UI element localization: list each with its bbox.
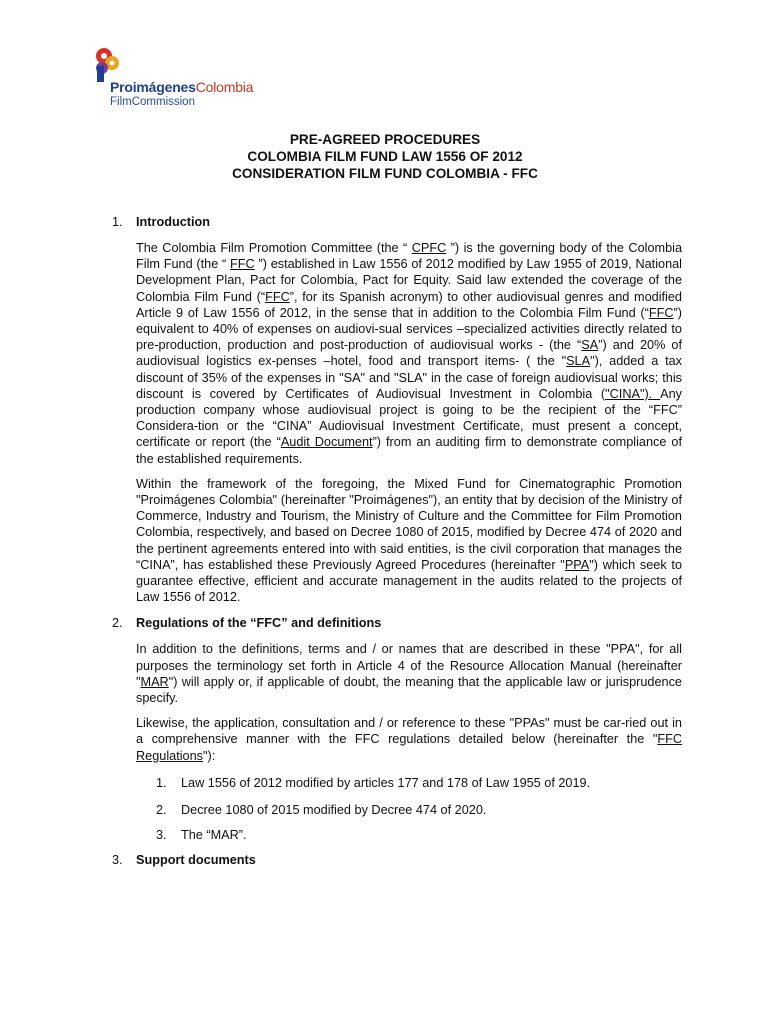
text-run: The Colombia Film Promotion Committee (the “ [136,241,412,255]
list-item-number: 3. [156,827,167,842]
term-sla: SLA [566,354,591,369]
term-ffc-regulations: FFC Regulations [136,732,682,763]
term-cpfc: CPFC [411,241,447,255]
list-item-text: Law 1556 of 2012 modified by articles 177 and 178 of Law 1955 of 2019. [181,775,591,790]
term-audit-document: Audit Document [280,435,373,450]
section-2-paragraph-2 [136,715,682,764]
logo-name-part1: Proimágenes [110,79,196,95]
section-2-paragraph-1 [136,641,682,706]
text-run: Likewise, the application, consultation and / or reference to these "PPAs" must be car-ried out in a comprehensive manner with the FFC regulations detailed below (hereinafter the " [136,716,682,747]
list-item-text: Decree 1080 of 2015 modified by Decree 474 of 2020. [181,802,487,817]
logo-name [110,79,253,95]
section-3-title: Support documents [136,852,256,867]
regulations-list [156,775,682,843]
section-1-heading [112,213,682,231]
text-run: Any production company whose audiovisual project is going to be the recipient of the “FFC” Considera-tion or the “CINA” Audiovisual Investment Certificate, must present a concept, certificate or report (the “ [136,386,682,450]
section-3-number: 3. [112,852,123,867]
list-item-number: 2. [156,802,167,817]
section-1-number: 1. [112,215,123,229]
section-2-title: Regulations of the “FFC” and definitions [136,616,382,631]
list-item [156,775,682,791]
term-cina: "CINA"). [605,386,661,401]
logo-subtitle: FilmCommission [110,96,195,108]
text-run: ") will apply or, if applicable of doubt, the meaning that the applicable law or jurisprudence specify. [136,674,682,706]
text-run: "), added a tax discount of 35% of the expenses in "SA" and "SLA" in the case of foreign audiovisual works; this discount is covered by Certificates of Audiovisual Investment in Colombia ( [136,354,682,401]
section-1-paragraph-1 [136,240,682,467]
section-1-paragraph-2 [136,476,682,606]
document-body [112,213,682,869]
text-run: ”) from an auditing firm to demonstrate compliance of the established requirements. [136,435,682,466]
list-item [156,802,682,818]
section-2-heading [112,614,682,632]
title-line-2: COLOMBIA FILM FUND LAW 1556 OF 2012 [247,149,523,164]
text-run: Within the framework of the foregoing, the Mixed Fund for Cinematographic Promotion "Proimágenes Colombia" (hereinafter "Proimágenes"), an entity that by decision of the Ministry of Commerce, Industry and Tourism, the Ministry of Culture and the Committee for Film Promotion Colombia, respectively, and based on Decree 1080 of 2015, modified by Decree 474 of 2020 and the pertinent agreements entered into with said entities, is the civil corporation that manages the “CINA”, has established these Previously Agreed Procedures (hereinafter " [136,476,682,572]
title-line-3: CONSIDERATION FILM FUND COLOMBIA - FFC [232,166,538,181]
text-run: In addition to the definitions, terms and / or names that are described in these "PPA", for all purposes the terminology set forth in Article 4 of the Resource Allocation Manual (hereinafter " [136,642,682,689]
list-item [156,827,682,843]
term-ffc: FFC [230,257,255,272]
text-run: ") which seek to guarantee effective, efficient and accurate management in the audits related to the projects of Law 1556 of 2012. [136,557,683,605]
title-line-1: PRE-AGREED PROCEDURES [289,132,481,147]
text-run: ”) is the governing body of the Colombia Film Fund (the “ [136,241,683,272]
text-run: ”) equivalent to 40% of expenses on audiovi-sual services –specialized activities directly related to pre-production, production and post-production of audiovisual works - (the “ [136,305,682,353]
term-mar: MAR [140,674,169,689]
section-1-title: Introduction [136,215,210,229]
section-2-number: 2. [112,616,123,631]
term-ffc: FFC [648,305,674,320]
list-item-number: 1. [156,775,167,790]
text-run: ”) established in Law 1556 of 2012 modified by Law 1955 of 2019, National Development Plan, Pact for Colombia, Pact for Equity. Said law extended the coverage of the Colombia Film Fund (“ [136,257,682,304]
text-run: ”, for its Spanish acronym) to other audiovisual genres and modified Article 9 of Law 1556 of 2012, in the sense that in addition to the Colombia Film Fund (“ [136,289,682,320]
text-run: ”) and 20% of audiovisual logistics ex-penses –hotel, food and transport items- ( the " [136,338,682,369]
proimagenes-logo [93,46,293,112]
term-ffc: FFC [265,289,290,304]
document-title [0,131,770,182]
section-3-heading [112,851,682,869]
logo-name-part2: Colombia [195,79,254,95]
term-ppa: PPA [564,557,590,572]
term-sa: SA [581,338,599,353]
list-item-text: The “MAR”. [181,827,247,842]
text-run: "): [203,748,216,763]
